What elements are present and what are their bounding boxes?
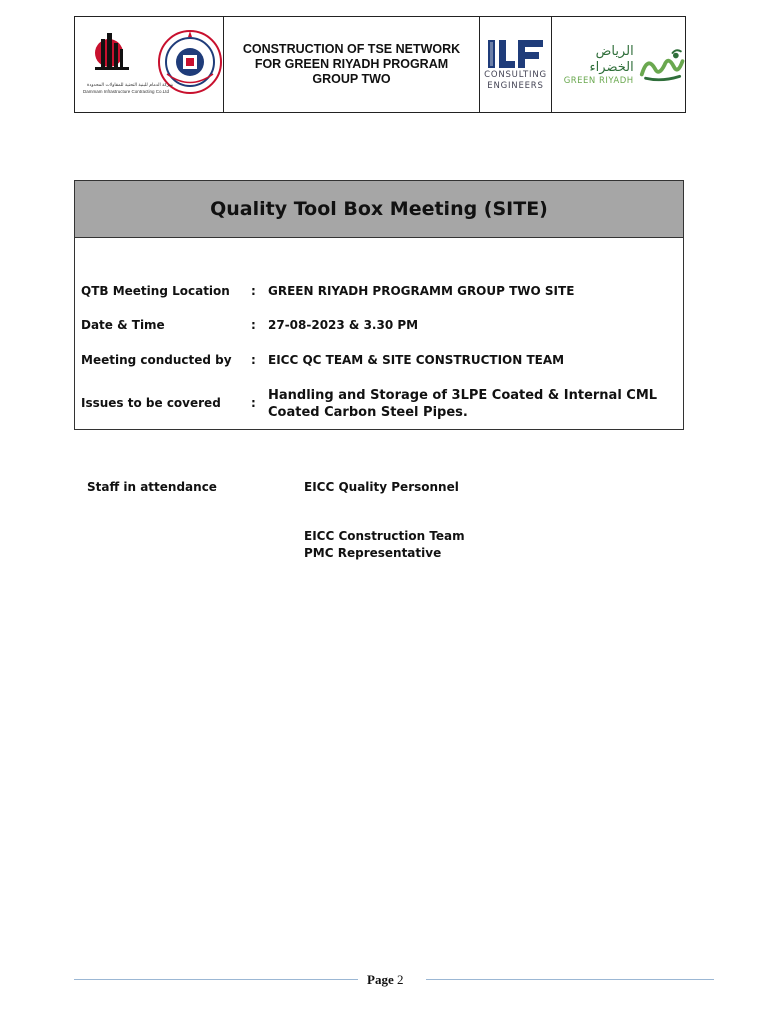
- dammam-caption-arabic: شركة الدمام للبنية التحتية للمقاولات المحدودة: [87, 83, 173, 88]
- project-title-line: GROUP TWO: [312, 72, 391, 86]
- ilf-logo-icon: [486, 38, 546, 70]
- attendance-staff-item: PMC Representative: [304, 546, 442, 560]
- green-riyadh-english: GREEN RIYADH: [563, 75, 634, 86]
- issues-line: Coated Carbon Steel Pipes.: [268, 405, 468, 420]
- meeting-row-value: GREEN RIYADH PROGRAMM GROUP TWO SITE: [268, 284, 575, 298]
- document-header: [74, 16, 686, 113]
- ilf-logo-cell: [480, 17, 552, 112]
- meeting-row-colon: :: [251, 318, 256, 332]
- footer-rule-left: [74, 979, 358, 980]
- meeting-row-label: Issues to be covered: [81, 396, 221, 410]
- green-riyadh-logo-cell: [552, 17, 685, 112]
- meeting-row-value: [268, 387, 658, 421]
- dammam-caption: Dammam Infrastructure Contracting Co.Ltd: [83, 89, 170, 94]
- green-riyadh-emblem-icon: [638, 47, 685, 83]
- meeting-title: Quality Tool Box Meeting (SITE): [75, 181, 683, 238]
- meeting-row-label: Meeting conducted by: [81, 353, 232, 367]
- meeting-row-colon: :: [251, 284, 256, 298]
- contractor-logos: [75, 17, 224, 112]
- project-title: [237, 42, 466, 87]
- meeting-row-colon: :: [251, 353, 256, 367]
- attendance-label: Staff in attendance: [87, 480, 217, 494]
- meeting-row-value: 27-08-2023 & 3.30 PM: [268, 318, 419, 332]
- page-label: Page: [367, 972, 394, 987]
- meeting-row-colon: :: [251, 396, 256, 410]
- meeting-info-box: [74, 180, 684, 430]
- footer-rule-right: [426, 979, 714, 980]
- green-riyadh-arabic: الرياض الخضراء: [589, 43, 634, 75]
- project-title-line: CONSTRUCTION OF TSE NETWORK: [242, 42, 461, 56]
- dammam-logo-icon: [93, 31, 153, 81]
- ilf-caption-line: CONSULTING: [484, 69, 547, 80]
- attendance-staff-item: EICC Construction Team: [304, 529, 465, 543]
- ilf-caption-line: ENGINEERS: [487, 80, 544, 91]
- project-title-cell: [224, 17, 480, 112]
- meeting-row-value: EICC QC TEAM & SITE CONSTRUCTION TEAM: [268, 353, 565, 367]
- project-title-line: FOR GREEN RIYADH PROGRAM: [254, 57, 449, 71]
- page-number: [367, 972, 403, 988]
- attendance-staff-item: EICC Quality Personnel: [304, 480, 459, 494]
- issues-line: Handling and Storage of 3LPE Coated & Internal CML: [268, 388, 658, 403]
- page-number-value: 2: [396, 972, 404, 987]
- meeting-row-label: Date & Time: [81, 318, 165, 332]
- meeting-row-label: QTB Meeting Location: [81, 284, 230, 298]
